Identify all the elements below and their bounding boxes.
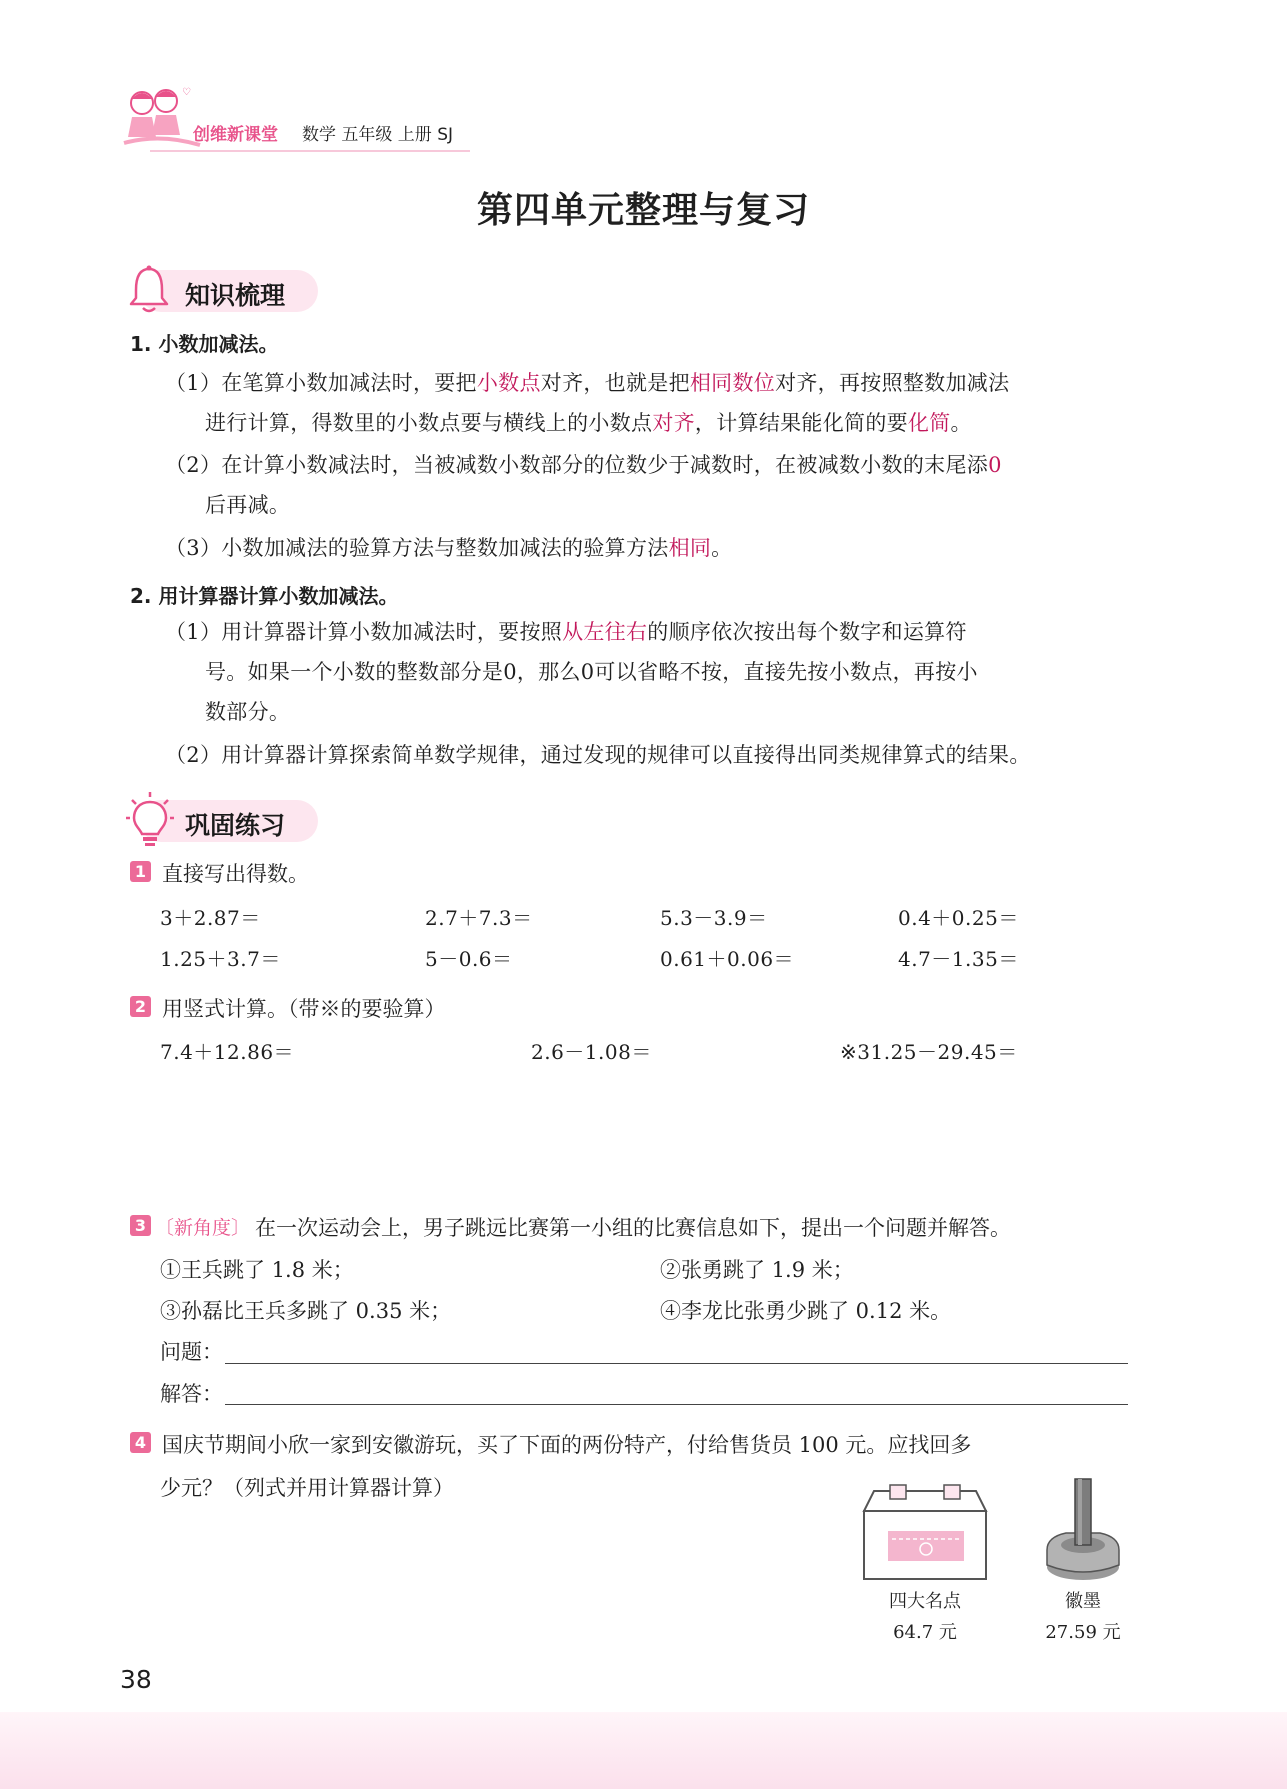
text-line: 数部分。 — [205, 700, 291, 724]
equation: 3＋2.87＝ — [160, 906, 261, 930]
equation: 2.6－1.08＝ — [531, 1040, 652, 1064]
new-angle-tag: 〔新角度〕 — [155, 1217, 251, 1239]
question-number-4: 4 — [130, 1432, 151, 1453]
text-line: 进行计算，得数里的小数点要与横线上的小数点对齐，计算结果能化简的要化简。 — [205, 411, 972, 435]
text-line: 号。如果一个小数的整数部分是0，那么0可以省略不按，直接先按小数点，再按小 — [205, 660, 978, 684]
solution-answer-line[interactable] — [225, 1404, 1128, 1405]
text-line: （1）在笔算小数加减法时，要把小数点对齐，也就是把相同数位对齐，再按照整数加减法 — [165, 371, 1010, 395]
equation: 0.61＋0.06＝ — [660, 947, 795, 971]
header-divider — [150, 150, 470, 152]
answer-label: 解答： — [160, 1382, 223, 1406]
text-line: 后再减。 — [205, 493, 291, 517]
equation: 5－0.6＝ — [425, 947, 513, 971]
question-number-3: 3 — [130, 1215, 151, 1236]
text-line: （3）小数加减法的验算方法与整数加减法的验算方法相同。 — [165, 536, 733, 560]
page-number: 38 — [120, 1665, 152, 1694]
equation: 1.25＋3.7＝ — [160, 947, 281, 971]
brand-name: 创维新课堂 — [193, 125, 278, 145]
equation: ※31.25－29.45＝ — [840, 1040, 1018, 1064]
product-price: 27.59 元 — [1045, 1622, 1121, 1643]
question-4-prompt-cont: 少元？（列式并用计算器计算） — [160, 1476, 454, 1500]
equation: 5.3－3.9＝ — [660, 906, 768, 930]
product-price: 64.7 元 — [893, 1622, 957, 1643]
equation: 4.7－1.35＝ — [898, 947, 1019, 971]
product-name: 四大名点 — [889, 1591, 961, 1612]
product-name: 徽墨 — [1065, 1591, 1101, 1612]
question-answer-line[interactable] — [225, 1363, 1128, 1364]
question-number-2: 2 — [130, 996, 151, 1017]
svg-text:♡: ♡ — [182, 87, 191, 98]
bell-icon — [128, 264, 170, 316]
equation: 0.4＋0.25＝ — [898, 906, 1019, 930]
footer-band — [0, 1712, 1287, 1789]
question-4-prompt: 国庆节期间小欣一家到安徽游玩，买了下面的两份特产，付给售货员 100 元。应找回多 — [162, 1433, 972, 1457]
ink-stick-icon — [1038, 1475, 1128, 1585]
question-3-prompt: 在一次运动会上，男子跳远比赛第一小组的比赛信息如下，提出一个问题并解答。 — [255, 1216, 1011, 1240]
equation: 2.7＋7.3＝ — [425, 906, 533, 930]
equation: 7.4＋12.86＝ — [160, 1040, 295, 1064]
lightbulb-icon — [124, 790, 176, 850]
section-knowledge-label: 知识梳理 — [185, 281, 286, 310]
fact-item: ④李龙比张勇少跳了 0.12 米。 — [660, 1299, 952, 1323]
text-line: （2）用计算器计算探索简单数学规律，通过发现的规律可以直接得出同类规律算式的结果。 — [165, 743, 1031, 767]
page-title: 第四单元整理与复习 — [476, 190, 810, 231]
fact-item: ③孙磊比王兵多跳了 0.35 米； — [160, 1299, 452, 1323]
section-practice-label: 巩固练习 — [185, 811, 286, 840]
text-line: （1）用计算器计算小数加减法时，要按照从左往右的顺序依次按出每个数字和运算符 — [165, 620, 967, 644]
book-info: 数学 五年级 上册 SJ — [302, 125, 454, 145]
question-2-prompt: 用竖式计算。（带※的要验算） — [162, 997, 446, 1021]
question-number-1: 1 — [130, 861, 151, 882]
question-1-prompt: 直接写出得数。 — [162, 862, 309, 886]
topic-heading-1: 1. 小数加减法。 — [130, 332, 279, 356]
topic-heading-2: 2. 用计算器计算小数加减法。 — [130, 584, 399, 608]
fact-item: ①王兵跳了 1.8 米； — [160, 1258, 354, 1282]
question-label: 问题： — [160, 1340, 223, 1364]
fact-item: ②张勇跳了 1.9 米； — [660, 1258, 854, 1282]
gift-box-icon — [860, 1483, 990, 1583]
text-line: （2）在计算小数减法时，当被减数小数部分的位数少于减数时，在被减数小数的末尾添0 — [165, 453, 1002, 477]
